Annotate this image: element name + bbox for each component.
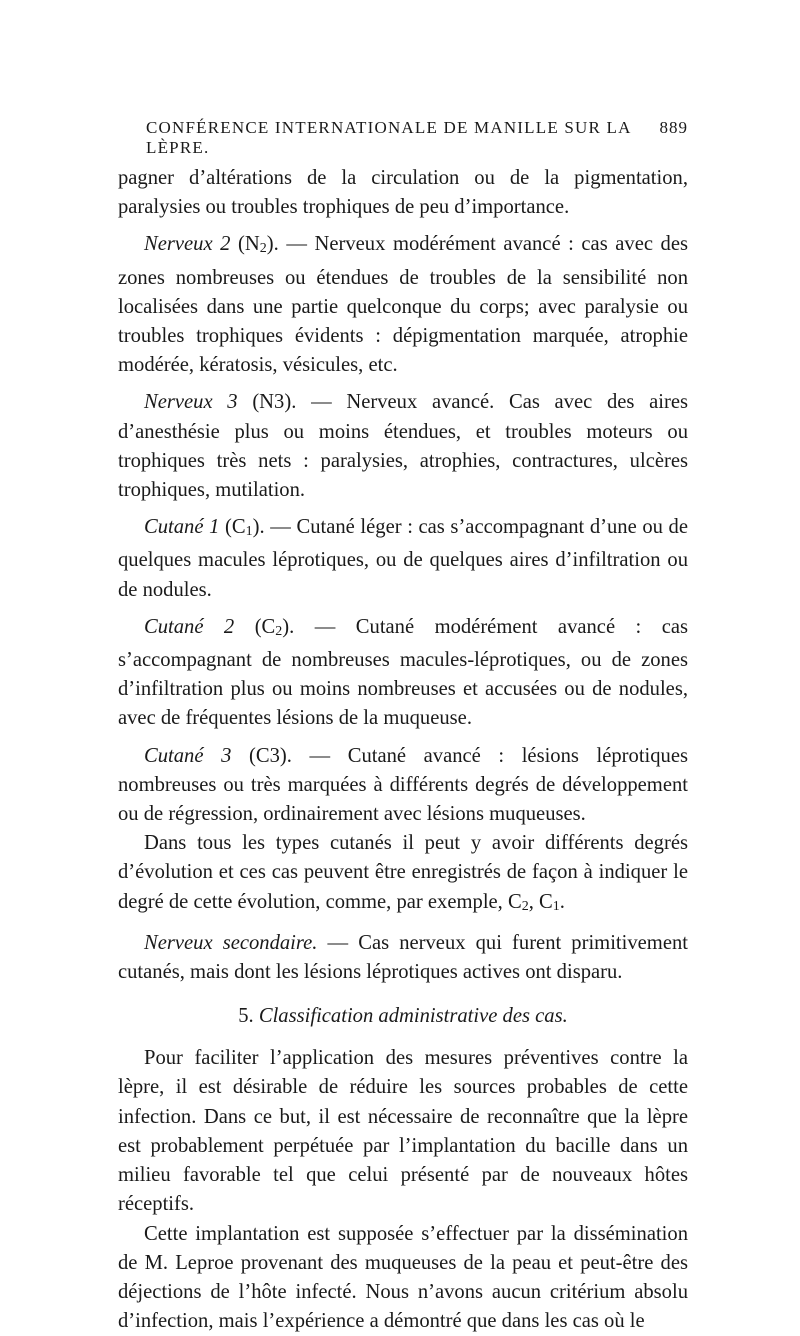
entry-text: — Cutané avancé : lésions léprotiques nombreuses ou très marquées à différents degrés de développement ou de régression, ordinairement avec lésions muqueuses. xyxy=(118,745,688,825)
entry-text: — Nerveux modérément avancé : cas avec des zones nombreuses ou étendues de troubles de la sensibilité non localisées dans une partie quelconque du corps; avec paralysie ou troubles trophiques évidents : dépigmentation marquée, atrophie modérée, kératosis, vésicules, etc. xyxy=(118,233,688,376)
running-title: CONFÉRENCE INTERNATIONALE DE MANILLE SUR LA LÈPRE. xyxy=(146,118,660,158)
entry-term: Nerveux secondaire. xyxy=(144,932,317,954)
entry-cutane-1 xyxy=(118,513,688,605)
entry-code: (C3). xyxy=(249,745,292,767)
entry-code: (C1). xyxy=(225,516,265,538)
entry-text: — Cutané léger : cas s’accompagnant d’une ou de quelques macules léprotiques, ou de quelques aires d’infiltration ou de nodules. xyxy=(118,516,688,600)
entry-nerveux-2 xyxy=(118,230,688,380)
continuation-paragraph: pagner d’altérations de la circulation ou de la pigmentation, paralysies ou troubles trophiques de peu d’importance. xyxy=(118,164,688,222)
entry-cutane-3 xyxy=(118,742,688,830)
entry-cutane-2 xyxy=(118,613,688,734)
body-paragraph: Pour faciliter l’application des mesures préventives contre la lèpre, il est désirable de réduire les sources probables de cette infection. Dans ce but, il est nécessaire de reconnaître que la lèpre est probablement perpétuée par l’implantation du bacille dans un milieu favorable tel que celui présenté par de nouveaux hôtes réceptifs. xyxy=(118,1044,688,1219)
entry-nerveux-3 xyxy=(118,388,688,505)
entry-term: Cutané 1 xyxy=(144,516,219,538)
body-paragraph: Cette implantation est supposée s’effectuer par la dissémination de M. Leproe provenant des muqueuses de la peau et peut-être des déjections de l’hôte infecté. Nous n’avons aucun critérium absolu d’infection, mais l’expérience a démontré que dans les cas où le xyxy=(118,1220,688,1336)
section-title-text: Classification administrative des cas. xyxy=(259,1005,568,1027)
running-header xyxy=(146,118,688,158)
entry-code: (N2). xyxy=(238,233,279,255)
entry-text: — Cutané modérément avancé : cas s’accompagnant de nombreuses macules-léprotiques, ou de zones d’infiltration plus ou moins nombreuses et accusées ou de nodules, avec de fréquentes lésions de la muqueuse. xyxy=(118,616,688,730)
entry-code: (N3). xyxy=(252,391,296,413)
section-heading xyxy=(118,1005,688,1028)
entry-code: (C2). xyxy=(255,616,295,638)
page-number: 889 xyxy=(660,118,689,138)
entry-nerveux-secondaire xyxy=(118,929,688,987)
entry-term: Nerveux 2 xyxy=(144,233,230,255)
entry-term: Nerveux 3 xyxy=(144,391,238,413)
entry-text: — Nerveux avancé. Cas avec des aires d’anesthésie plus ou moins étendues, et troubles moteurs ou trophiques très nets : paralysies, atrophies, contractures, ulcères trophiques, mutilation. xyxy=(118,391,688,501)
entry-term: Cutané 2 xyxy=(144,616,234,638)
entry-term: Cutané 3 xyxy=(144,745,231,767)
entry-text: — Cas nerveux qui furent primitivement cutanés, mais dont les lésions léprotiques actives ont disparu. xyxy=(118,932,688,983)
evolution-paragraph: Dans tous les types cutanés il peut y avoir différents degrés d’évolution et ces cas peuvent être enregistrés de façon à indiquer le degré de cette évolution, comme, par exemple, C2, C1. xyxy=(118,829,688,921)
section-number: 5. xyxy=(238,1005,253,1027)
